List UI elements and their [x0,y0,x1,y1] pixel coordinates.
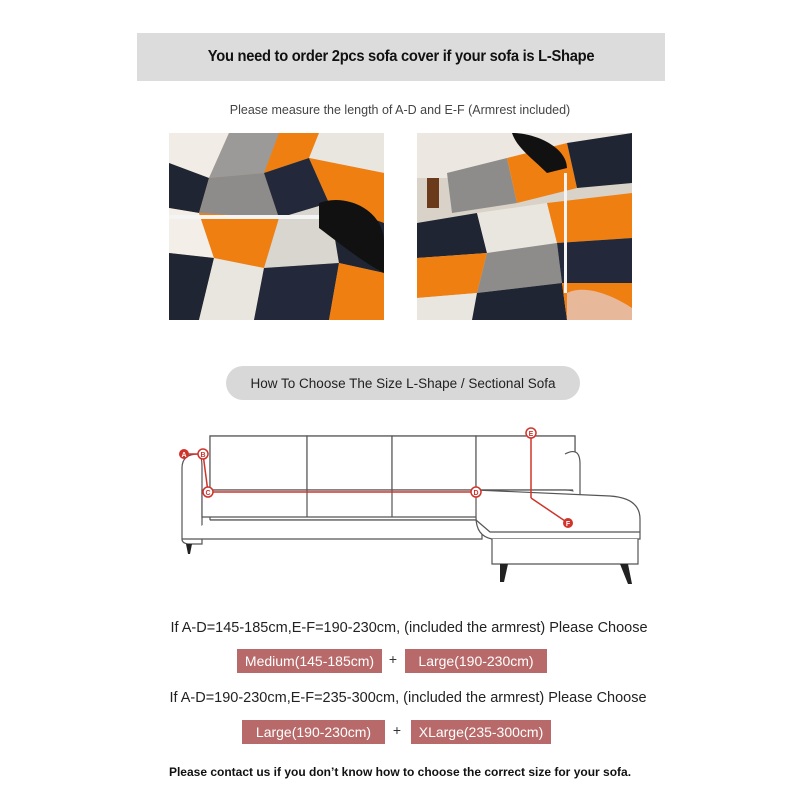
header-banner [137,33,665,81]
point-c-label: C [205,490,211,497]
patterned-sofa-photo-left [169,133,384,320]
l-shape-sofa-diagram [170,424,650,594]
size-tag-large: Large(190-230cm) [242,720,385,744]
point-e [526,428,536,438]
plus-sign: + [388,651,398,667]
point-f-label: F [565,521,571,528]
size-tag-large: Large(190-230cm) [405,649,547,673]
size-rule-1: If A-D=145-185cm,E-F=190-230cm, (included the armrest) Please Choose [170,620,648,636]
contact-note: Please contact us if you don’t know how to choose the correct size for your sofa. [168,765,632,779]
size-guide-title: How To Choose The Size L-Shape / Sectional Sofa [226,366,580,400]
size-rule-2: If A-D=190-230cm,E-F=235-300cm, (included the armrest) Please Choose [169,690,647,706]
measure-instruction: Please measure the length of A-D and E-F (Armrest included) [229,103,571,117]
banner-title: You need to order 2pcs sofa cover if your sofa is L-Shape [207,48,595,65]
point-a [179,449,189,459]
point-d [471,487,481,497]
point-d-label: D [473,490,479,497]
plus-sign: + [392,722,402,738]
point-e-label: E [528,431,534,438]
point-b-label: B [200,452,206,459]
photo-armrest-measuring [169,133,384,320]
point-b [198,449,208,459]
point-f [563,518,573,528]
sofa-outline [182,436,640,564]
point-c [203,487,213,497]
size-tag-medium: Medium(145-185cm) [237,649,382,673]
size-tag-xlarge: XLarge(235-300cm) [411,720,551,744]
photo-chaise-measuring [417,133,632,320]
point-a-label: A [181,452,187,459]
patterned-sofa-photo-right [417,133,632,320]
